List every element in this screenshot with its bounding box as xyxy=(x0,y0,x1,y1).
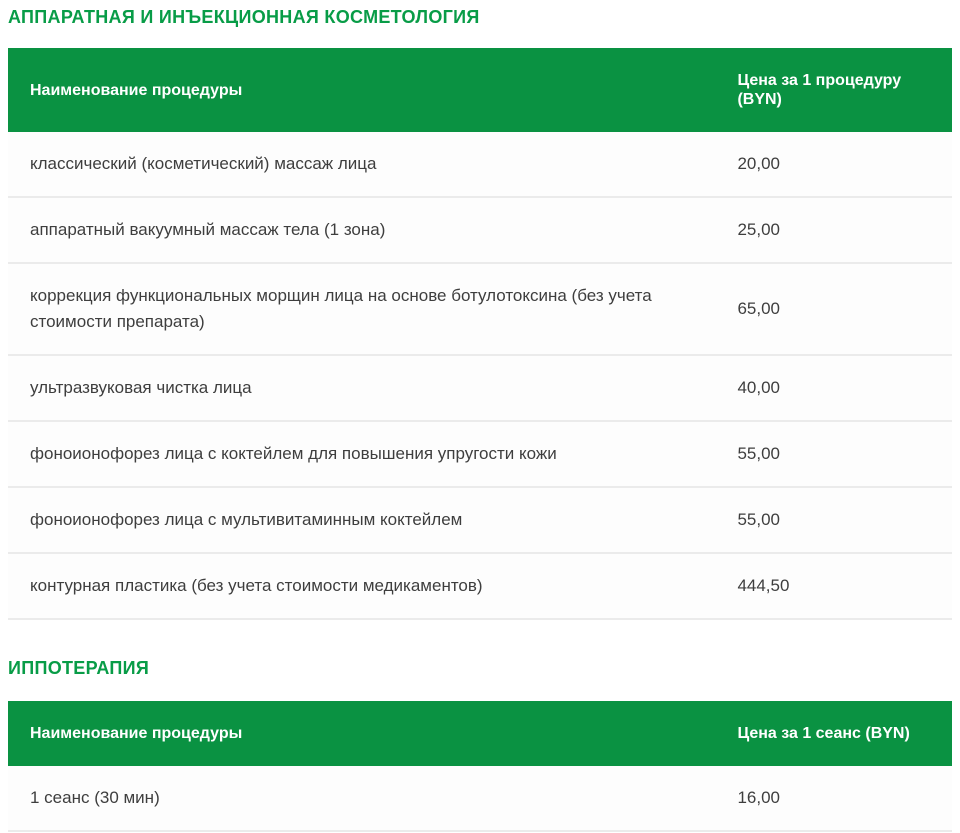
table-header-row xyxy=(8,701,952,766)
price-table-hippotherapy xyxy=(8,701,952,832)
table-row xyxy=(8,263,952,355)
table-row xyxy=(8,132,952,197)
table-header-row xyxy=(8,48,952,132)
price-cell: 444,50 xyxy=(725,553,952,619)
section-title-hippotherapy: ИППОТЕРАПИЯ xyxy=(8,658,150,678)
price-cell: 25,00 xyxy=(725,197,952,263)
section-title-cosmetology: АППАРАТНАЯ И ИНЪЕКЦИОННАЯ КОСМЕТОЛОГИЯ xyxy=(8,7,480,27)
table-row xyxy=(8,355,952,421)
column-header-procedure-name: Наименование процедуры xyxy=(8,701,725,766)
column-header-procedure-name: Наименование процедуры xyxy=(8,48,725,132)
section-cosmetology xyxy=(8,8,952,620)
procedure-name-cell: ультразвуковая чистка лица xyxy=(8,355,725,421)
price-cell: 40,00 xyxy=(725,355,952,421)
procedure-name-cell: коррекция функциональных морщин лица на основе ботулотоксина (без учета стоимости препарата) xyxy=(8,263,725,355)
procedure-name-cell: аппаратный вакуумный массаж тела (1 зона) xyxy=(8,197,725,263)
table-row xyxy=(8,197,952,263)
procedure-name-cell: фоноионофорез лица с коктейлем для повышения упругости кожи xyxy=(8,421,725,487)
procedure-name-cell: классический (косметический) массаж лица xyxy=(8,132,725,197)
table-row xyxy=(8,553,952,619)
table-row xyxy=(8,421,952,487)
table-row xyxy=(8,766,952,831)
table-row xyxy=(8,487,952,553)
procedure-name-cell: 1 сеанс (30 мин) xyxy=(8,766,725,831)
price-cell: 55,00 xyxy=(725,487,952,553)
price-cell: 65,00 xyxy=(725,263,952,355)
price-table-cosmetology xyxy=(8,48,952,620)
column-header-price: Цена за 1 процедуру (BYN) xyxy=(725,48,952,132)
price-cell: 16,00 xyxy=(725,766,952,831)
column-header-price: Цена за 1 сеанс (BYN) xyxy=(725,701,952,766)
price-cell: 55,00 xyxy=(725,421,952,487)
price-cell: 20,00 xyxy=(725,132,952,197)
section-hippotherapy xyxy=(8,659,952,832)
procedure-name-cell: фоноионофорез лица с мультивитаминным коктейлем xyxy=(8,487,725,553)
procedure-name-cell: контурная пластика (без учета стоимости медикаментов) xyxy=(8,553,725,619)
